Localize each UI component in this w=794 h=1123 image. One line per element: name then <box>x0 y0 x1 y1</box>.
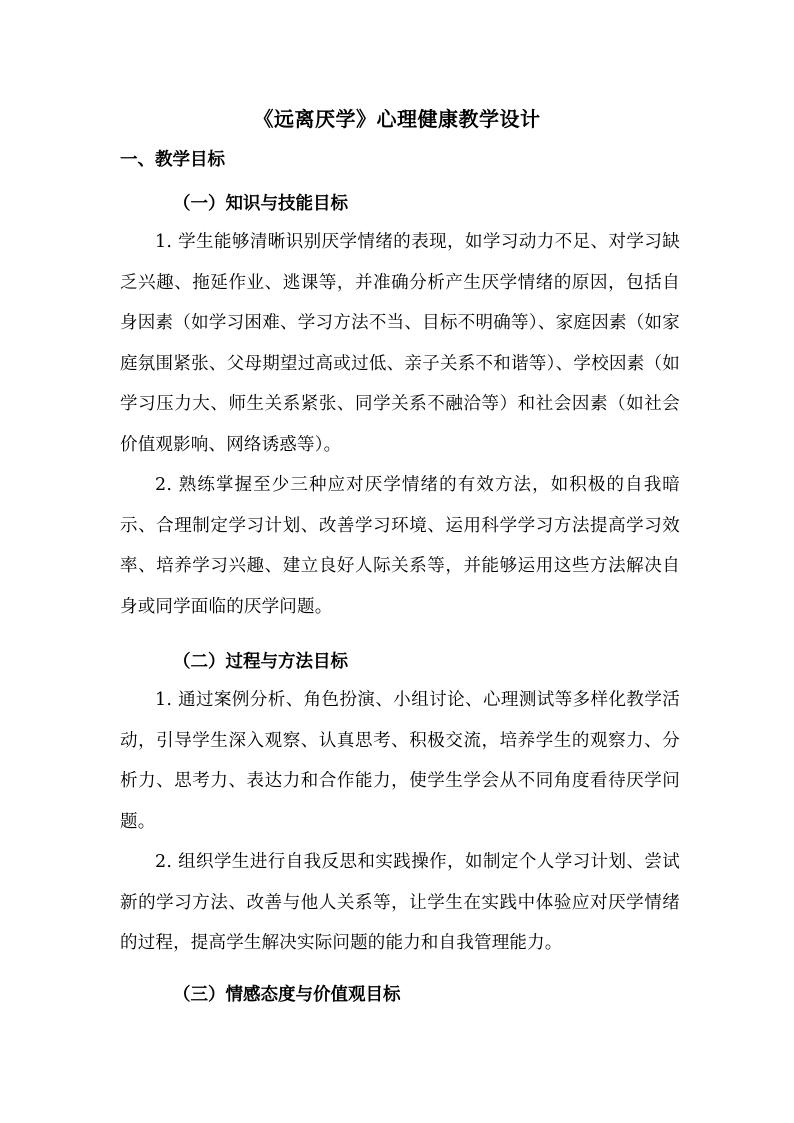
paragraph-process-2: 2. 组织学生进行自我反思和实践操作，如制定个人学习计划、尝试新的学习方法、改善与他人关系等，让学生在实践中体验应对厌学情绪的过程，提高学生解决实际问题的能力和自我管理能力。 <box>120 852 680 953</box>
section-heading-teaching-goals: 一、教学目标 <box>120 150 225 170</box>
subsection-heading-knowledge-skills: （一）知识与技能目标 <box>173 194 348 214</box>
paragraph-knowledge-1: 1. 学生能够清晰识别厌学情绪的表现，如学习动力不足、对学习缺乏兴趣、拖延作业、逃课等，并准确分析产生厌学情绪的原因，包括自身因素（如学习困难、学习方法不当、目标不明确等）、家庭因素（如家庭氛围紧张、父母期望过高或过低、亲子关系不和谐等）、学校因素（如学习压力大、师生关系紧张、同学关系不融洽等）和社会因素（如社会价值观影响、网络诱惑等）。 <box>120 232 680 455</box>
paragraph-knowledge-2: 2. 熟练掌握至少三种应对厌学情绪的有效方法，如积极的自我暗示、合理制定学习计划、改善学习环境、运用科学学习方法提高学习效率、培养学习兴趣、建立良好人际关系等，并能够运用这些方法解决自身或同学面临的厌学问题。 <box>120 475 680 617</box>
subsection-heading-emotion-values: （三）情感态度与价值观目标 <box>173 985 401 1005</box>
subsection-heading-process-method: （二）过程与方法目标 <box>173 652 348 672</box>
paragraph-process-1: 1. 通过案例分析、角色扮演、小组讨论、心理测试等多样化教学活动，引导学生深入观察、认真思考、积极交流，培养学生的观察力、分析力、思考力、表达力和合作能力，使学生学会从不同角度看待厌学问题。 <box>120 690 680 832</box>
document-title: 《远离厌学》心理健康教学设计 <box>253 107 541 131</box>
